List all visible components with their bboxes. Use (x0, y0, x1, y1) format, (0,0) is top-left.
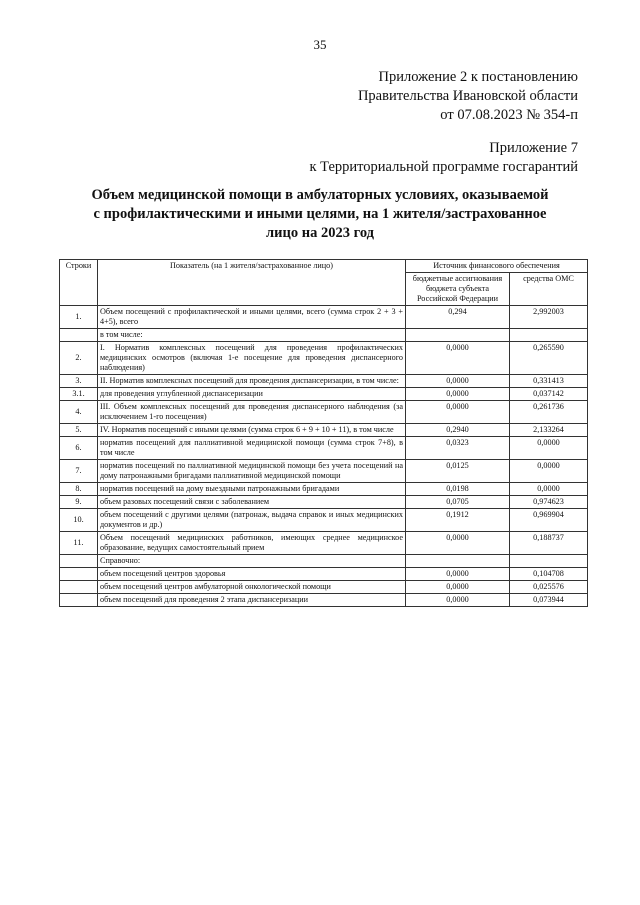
row-budget-value: 0,0705 (406, 496, 510, 509)
table-row (60, 329, 588, 342)
row-oms-value (510, 555, 588, 568)
row-oms-value: 0,0000 (510, 483, 588, 496)
row-budget-value: 0,0000 (406, 401, 510, 424)
table-row (60, 388, 588, 401)
row-budget-value: 0,294 (406, 306, 510, 329)
table-row (60, 437, 588, 460)
row-indicator: объем посещений для проведения 2 этапа диспансеризации (98, 594, 406, 607)
title-line-1: Объем медицинской помощи в амбулаторных условиях, оказываемой (91, 187, 549, 203)
row-number: 7. (60, 460, 98, 483)
row-number: 4. (60, 401, 98, 424)
header-source: Источник финансового обеспечения (406, 260, 588, 273)
table-row (60, 342, 588, 375)
row-indicator: норматив посещений для паллиативной медицинской помощи (сумма строк 7+8), в том числе (98, 437, 406, 460)
row-oms-value: 0,104708 (510, 568, 588, 581)
row-number: 1. (60, 306, 98, 329)
row-budget-value: 0,0000 (406, 375, 510, 388)
row-budget-value (406, 329, 510, 342)
row-number (60, 568, 98, 581)
row-indicator: II. Норматив комплексных посещений для проведения диспансеризации, в том числе: (98, 375, 406, 388)
table-row (60, 594, 588, 607)
document-title (60, 186, 580, 243)
header-oms: средства ОМС (510, 273, 588, 306)
row-oms-value: 0,331413 (510, 375, 588, 388)
table-row (60, 424, 588, 437)
row-oms-value: 0,188737 (510, 532, 588, 555)
table-row (60, 555, 588, 568)
appendix-7-line-1: Приложение 7 (489, 140, 578, 156)
table-row (60, 306, 588, 329)
title-line-3: лицо на 2023 год (266, 225, 374, 241)
row-number: 5. (60, 424, 98, 437)
row-oms-value: 2,992003 (510, 306, 588, 329)
appendix-2-line-3: от 07.08.2023 № 354-п (440, 107, 578, 123)
row-indicator: Справочно: (98, 555, 406, 568)
row-number (60, 329, 98, 342)
volume-table (59, 259, 588, 607)
row-number (60, 594, 98, 607)
row-budget-value: 0,0323 (406, 437, 510, 460)
row-oms-value: 0,0000 (510, 460, 588, 483)
table-row (60, 496, 588, 509)
row-indicator: объем посещений с другими целями (патронаж, выдача справок и иных медицинских документов и др.) (98, 509, 406, 532)
table-row (60, 568, 588, 581)
appendix-7-header (309, 139, 578, 177)
row-number: 9. (60, 496, 98, 509)
table-row (60, 460, 588, 483)
row-budget-value: 0,1912 (406, 509, 510, 532)
header-budget: бюджетные ассигнования бюджета субъекта Российской Федерации (406, 273, 510, 306)
row-indicator: в том числе: (98, 329, 406, 342)
row-number: 2. (60, 342, 98, 375)
row-oms-value: 0,037142 (510, 388, 588, 401)
appendix-2-line-1: Приложение 2 к постановлению (378, 69, 578, 85)
row-budget-value: 0,0000 (406, 388, 510, 401)
row-oms-value: 0,025576 (510, 581, 588, 594)
appendix-7-line-2: к Территориальной программе госгарантий (309, 159, 578, 175)
row-budget-value: 0,0000 (406, 532, 510, 555)
row-number: 10. (60, 509, 98, 532)
row-indicator: III. Объем комплексных посещений для проведения диспансерного наблюдения (за исключением 1-го посещения) (98, 401, 406, 424)
appendix-2-header (358, 68, 578, 125)
table-row (60, 532, 588, 555)
row-oms-value: 0,265590 (510, 342, 588, 375)
row-indicator: I. Норматив комплексных посещений для проведения профилактических медицинских осмотров (включая 1-е посещение для проведения диспансерного наблюдения) (98, 342, 406, 375)
row-budget-value: 0,0000 (406, 342, 510, 375)
page-number: 35 (313, 37, 327, 52)
row-indicator: IV. Норматив посещений с иными целями (сумма строк 6 + 9 + 10 + 11), в том числе (98, 424, 406, 437)
row-budget-value: 0,0000 (406, 568, 510, 581)
row-oms-value (510, 329, 588, 342)
row-number: 3.1. (60, 388, 98, 401)
table-row (60, 581, 588, 594)
row-budget-value: 0,0000 (406, 581, 510, 594)
row-indicator: объем посещений центров здоровья (98, 568, 406, 581)
row-indicator: объем посещений центров амбулаторной онкологической помощи (98, 581, 406, 594)
row-indicator: Объем посещений медицинских работников, имеющих среднее медицинское образование, ведущих самостоятельный прием (98, 532, 406, 555)
row-number: 3. (60, 375, 98, 388)
row-number: 6. (60, 437, 98, 460)
row-oms-value: 0,0000 (510, 437, 588, 460)
header-rows: Строки (60, 260, 98, 306)
row-indicator: объем разовых посещений связи с заболеванием (98, 496, 406, 509)
row-budget-value: 0,0125 (406, 460, 510, 483)
header-indicator: Показатель (на 1 жителя/застрахованное лицо) (98, 260, 406, 306)
row-budget-value: 0,2940 (406, 424, 510, 437)
row-oms-value: 0,974623 (510, 496, 588, 509)
table-row (60, 375, 588, 388)
title-line-2: с профилактическими и иными целями, на 1 жителя/застрахованное (93, 206, 547, 222)
row-oms-value: 2,133264 (510, 424, 588, 437)
row-number: 11. (60, 532, 98, 555)
row-number (60, 555, 98, 568)
row-budget-value (406, 555, 510, 568)
row-number (60, 581, 98, 594)
table-row (60, 483, 588, 496)
row-budget-value: 0,0198 (406, 483, 510, 496)
table-row (60, 509, 588, 532)
row-number: 8. (60, 483, 98, 496)
row-indicator: норматив посещений по паллиативной медицинской помощи без учета посещений на дому патронажными бригадами паллиативной медицинской помощи (98, 460, 406, 483)
appendix-2-line-2: Правительства Ивановской области (357, 88, 578, 104)
row-indicator: Объем посещений с профилактической и иными целями, всего (сумма строк 2 + 3 + 4+5), всего (98, 306, 406, 329)
row-oms-value: 0,261736 (510, 401, 588, 424)
row-indicator: для проведения углубленной диспансеризации (98, 388, 406, 401)
row-budget-value: 0,0000 (406, 594, 510, 607)
row-oms-value: 0,073944 (510, 594, 588, 607)
row-indicator: норматив посещений на дому выездными патронажными бригадами (98, 483, 406, 496)
table-row (60, 401, 588, 424)
row-oms-value: 0,969904 (510, 509, 588, 532)
